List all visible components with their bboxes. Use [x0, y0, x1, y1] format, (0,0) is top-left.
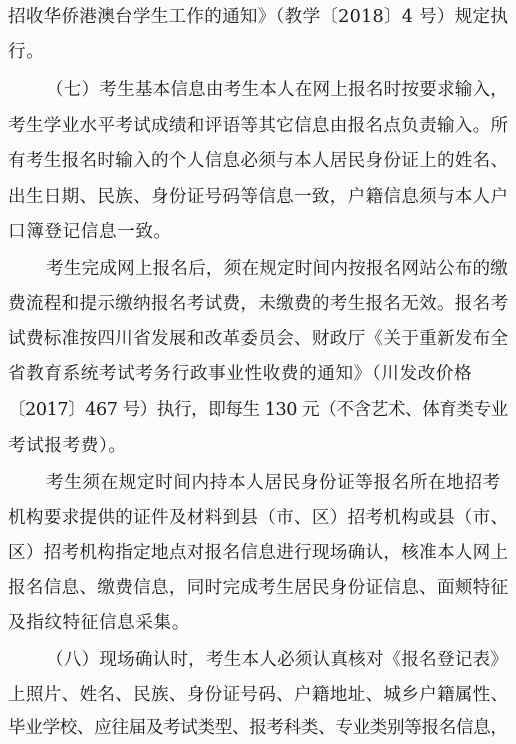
text-line-15: 机构要求提供的证件及材料到县（市、区）招考机构或县（市、 [8, 508, 509, 528]
text-line-14: 考生须在规定时间内持本人居民身份证等报名所在地招考 [46, 473, 501, 493]
text-line-2: 行。 [8, 42, 45, 62]
text-line-18: 及指纹特征信息采集。 [8, 613, 190, 633]
text-line-4: 考生学业水平考试成绩和评语等其它信息由报名点负责输入。所 [8, 116, 509, 136]
text-line-11: 省教育系统考试考务行政事业性收费的通知》（川发改价格 [8, 364, 473, 384]
text-line-7: 口簿登记信息一致。 [8, 222, 172, 242]
text-line-3: （七）考生基本信息由考生本人在网上报名时按要求输入， [46, 80, 509, 100]
text-line-17: 报名信息、缴费信息，同时完成考生居民身份证信息、面颊特征 [8, 578, 509, 598]
text-line-6: 出生日期、民族、身份证号码等信息一致，户籍信息须与本人户 [8, 187, 509, 207]
text-line-16: 区）招考机构指定地点对报名信息进行现场确认，核准本人网上 [8, 543, 509, 563]
text-line-19: （八）现场确认时，考生本人必须认真核对《报名登记表》 [46, 650, 509, 670]
text-line-1: 招收华侨港澳台学生工作的通知》（教学〔2018〕4 号）规定执 [8, 7, 509, 27]
text-line-10: 试费标准按四川省发展和改革委员会、财政厅《关于重新发布全 [8, 329, 509, 349]
text-line-20: 上照片、姓名、民族、身份证号码、户籍地址、城乡户籍属性、 [8, 685, 509, 705]
text-line-21: 毕业学校、应往届及考试类型、报考科类、专业类别等报名信息， [8, 718, 508, 738]
text-line-8: 考生完成网上报名后，须在规定时间内按报名网站公布的缴 [46, 259, 509, 279]
text-line-9: 费流程和提示缴纳报名考试费，未缴费的考生报名无效。报名考 [8, 294, 509, 314]
text-line-5: 有考生报名时输入的个人信息必须与本人居民身份证上的姓名、 [8, 151, 509, 171]
text-line-13: 考试报考费）。 [8, 436, 127, 456]
text-line-12: 〔2017〕467 号）执行，即每生 130 元（不含艺术、体育类专业 [8, 400, 508, 420]
